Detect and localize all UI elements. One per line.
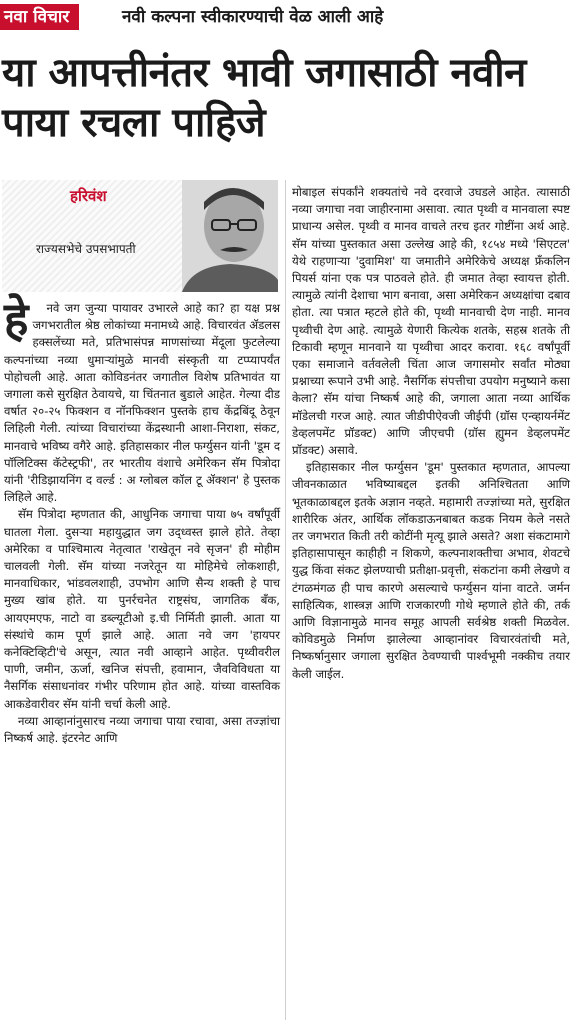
byline-box bbox=[2, 180, 278, 292]
article-paragraph: नव्या आव्हानांनुसारच नव्या जगाचा पाया रचावा, असा तज्ज्ञांचा निष्कर्ष आहे. इंटरनेट आणि bbox=[4, 713, 280, 746]
paragraph-text: नवे जग जुन्या पायावर उभारले आहे का? हा यक्ष प्रश्न जगभरातील श्रेष्ठ लोकांच्या मनामध्ये आहे. विचारवंत ॲडलस हक्सलेंच्या मते, प्रतिभासंपन्न माणसांच्या मेंदूला फुटलेल्या कल्पनांच्या नव्या धुमार्‍यांमुळे मानवी संस्कृती या टप्प्यापर्यंत पोहोचली आहे. आता कोविडनंतर जगातील विशेष प्रतिभावंत या जगाला कसे सुरक्षित ठेवायचे, या चिंतनात बुडाले आहेत. गेल्या दीड वर्षात २०-२५ फिक्शन व नॉनफिक्शन पुस्तके हाच केंद्रबिंदू ठेवून लिहिली गेली. त्यांच्या विचारांच्या केंद्रस्थानी आशा-निराशा, संकट, मानवाचे भविष्य वगैरे आहे. इतिहासकार नील फर्ग्युसन यांनी 'डूम द पॉलिटिक्स कॅटेस्ट्रफी', तर भारतीय वंशाचे अमेरिकन सॅम पित्रोदा यांनी 'रीडिझायनिंग द वर्ल्ड : अ ग्लोबल कॉल टू ॲक्शन' हे पुस्तक लिहिले आहे. bbox=[4, 301, 280, 505]
author-photo bbox=[182, 180, 278, 292]
author-name: हरिवंश bbox=[70, 187, 107, 205]
article-paragraph: सॅम पित्रोदा म्हणतात की, आधुनिक जगाचा पाया ७५ वर्षांपूर्वी घातला गेला. दुसऱ्या महायुद्धात जग उद्ध्वस्त झाले होते. तेव्हा अमेरिका व पाश्चिमात्य नेतृत्वात 'राखेतून नवे सृजन' ही मोहीम चालवली गेली. सॅम यांच्या नजरेतून या मोहिमेचे लोकशाही, मानवाधिकार, भांडवलशाही, उपभोग आणि सैन्य शक्ती हे पाच मुख्य खांब होते. या पुनर्रचनेत राष्ट्रसंघ, जागतिक बँक, आयएमएफ, नाटो वा डब्ल्यूटीओ इ.ची निर्मिती झाली. आता या संस्थांचे काम पूर्ण झाले आहे. आता नवे जग 'हायपर कनेक्टिव्हिटी'चे असून, त्यात नवी आव्हाने आहेत. पृथ्वीवरील पाणी, जमीन, ऊर्जा, खनिज संपत्ती, हवामान, जैवविविधता या नैसर्गिक संसाधनांवर गंभीर परिणाम होत आहे. यांच्या वास्तविक आकडेवारीवर सॅम यांनी चर्चा केली आहे. bbox=[4, 507, 280, 711]
tagline: नवी कल्पना स्वीकारण्याची वेळ आली आहे bbox=[122, 7, 384, 27]
article-column-right bbox=[292, 184, 570, 683]
article-paragraph: इतिहासकार नील फर्ग्युसन 'डूम' पुस्तकात म्हणतात, आपल्या जीवनकाळात भविष्याबद्दल इतकी अनिश्चितता आणि भूतकाळाबद्दल इतके अज्ञान नव्हते. महामारी तज्ज्ञांच्या मते, सुरक्षित शारीरिक अंतर, आर्थिक लॉकडाऊनबाबत कडक नियम केले नसते तर जगभरात किती तरी कोटींनी मृत्यू झाले असते? अशा संकटामागे इतिहासापासून काहीही न शिकणे, कल्पनाशक्तीचा अभाव, शेवटचे युद्ध किंवा संकट झेलण्याची प्रतीक्षा-प्रवृत्ती, संकटांना कमी लेखणे व टंगळमंगळ ही पाच कारणे असल्याचे फर्ग्युसन यांना वाटते. जर्मन साहित्यिक, शास्त्रज्ञ आणि राजकारणी गोथे म्हणाले होते की, तर्क आणि विज्ञानामुळे मानव समूह आपली सर्वश्रेष्ठ शक्ती मिळवेल. कोविडमुळे निर्माण झालेल्या आव्हानांवर विचारवंतांची मते, निष्कर्षानुसार जगाला सुरक्षित ठेवण्याची पार्श्वभूमी नक्कीच तयार केली जाईल. bbox=[292, 460, 570, 681]
author-title: राज्यसभेचे उपसभापती bbox=[36, 242, 136, 256]
header-bar bbox=[0, 0, 573, 32]
section-tag: नवा विचार bbox=[0, 4, 79, 30]
article-paragraph: मोबाइल संपर्कांने शक्यतांचे नवे दरवाजे उघडले आहेत. त्यासाठी नव्या जगाचा नवा जाहीरनामा असावा. त्यात पृथ्वी व मानवाला स्पष्ट प्राधान्य असेल. पृथ्वी व मानव वाचले तरच इतर गोष्टींना अर्थ आहे. सॅम यांच्या पुस्तकात असा उल्लेख आहे की, १८५४ मध्ये 'सिएटल' येथे राहणाऱ्या 'दुवामिश' या जमातीने अमेरिकेचे अध्यक्ष फ्रँकलिन पियर्स यांना एक पत्र पाठवले होते. ही जमात तेव्हा स्वायत्त होती. त्यामुळे त्यांनी देशाचा भाग बनावा, असा अमेरिकन अध्यक्षांचा दबाव होता. त्या पत्रात म्हटले होते की, पृथ्वी मानवाची देण नाही. मानव पृथ्वीची देण आहे. त्यामुळे येणारी कित्येक शतके, सहस्र शतके ती टिकावी म्हणून मानवाने या पृथ्वीचा आदर करावा. १६८ वर्षांपूर्वी एका समाजाने वर्तवलेली चिंता आज जगासमोर सर्वांत मोठ्या प्रश्नाच्या रूपाने उभी आहे. नैसर्गिक संपत्तीचा उपयोग मनुष्याने कसा केला? सॅम यांचा निष्कर्ष आहे की, जगाला आता नव्या आर्थिक मॉडेलची गरज आहे. त्यात जीडीपीऐवजी जीईपी (ग्रॉस एन्व्हायर्नमेंट डेव्हलपमेंट प्रॉडक्ट) आणि जीएचपी (ग्रॉस ह्युमन डेव्हलपमेंट प्रॉडक्ट) असावे. bbox=[292, 185, 570, 458]
article-paragraph bbox=[4, 292, 280, 506]
drop-cap: हे bbox=[4, 292, 29, 346]
headline: या आपत्तीनंतर भावी जगासाठी नवीन पाया रचला पाहिजे bbox=[2, 50, 526, 146]
article-column-left bbox=[4, 292, 280, 747]
column-divider bbox=[285, 180, 286, 1020]
